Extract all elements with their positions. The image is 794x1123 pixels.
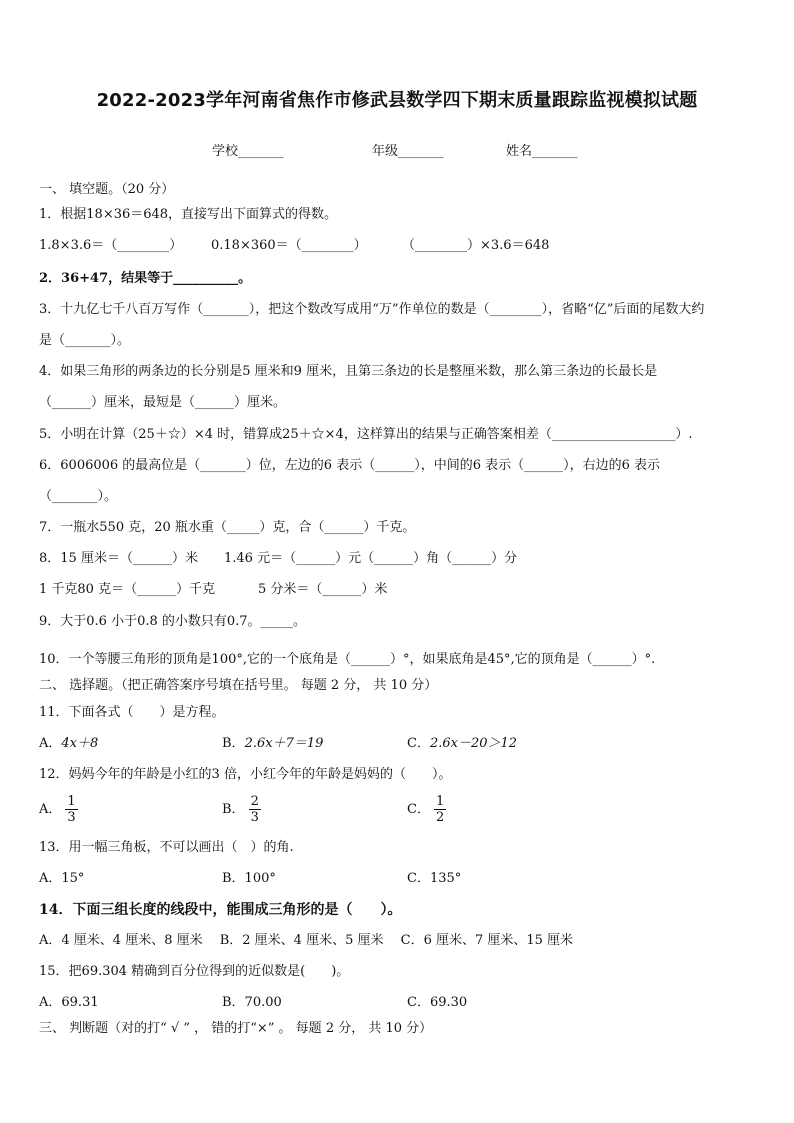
option-11b-expr: 2.6x＋7＝19 bbox=[244, 736, 324, 751]
page-title: 2022-2023学年河南省焦作市修武县数学四下期末质量跟踪监视模拟试题 bbox=[96, 90, 698, 111]
option-15a: A．69.31 bbox=[39, 995, 99, 1010]
question-11: 11．下面各式（ ）是方程。 bbox=[39, 705, 225, 720]
question-7: 7．一瓶水550 克，20 瓶水重（_____）克，合（______）千克。 bbox=[39, 520, 416, 535]
question-1c: （________）×3.6＝648 bbox=[402, 238, 550, 253]
option-11c-label: C． bbox=[407, 736, 430, 751]
question-6-line-1: 6．6006006 的最高位是（_______）位，左边的6 表示（______），中间的6 表示（______），右边的6 表示 bbox=[39, 458, 661, 473]
option-15b: B．70.00 bbox=[222, 995, 282, 1010]
question-8c: 1 千克80 克＝（______）千克 bbox=[39, 582, 216, 597]
question-8a: 8．15 厘米＝（______）米 bbox=[39, 551, 198, 566]
question-4-line-1: 4．如果三角形的两条边的长分别是5 厘米和9 厘米，且第三条边的长是整厘米数，那么第三条边的长最长是 bbox=[39, 364, 658, 379]
fraction-12b bbox=[249, 794, 261, 825]
option-12c-label: C． bbox=[407, 802, 430, 817]
option-12b-label: B． bbox=[222, 802, 245, 817]
section-2-heading: 二、 选择题。（把正确答案序号填在括号里。 每题 2 分， 共 10 分） bbox=[39, 678, 438, 693]
option-11c bbox=[407, 734, 517, 754]
options-14: A．4 厘米、4 厘米、8 厘米 B．2 厘米、4 厘米、5 厘米 C．6 厘米、7 厘米、15 厘米 bbox=[39, 933, 574, 948]
option-15c: C．69.30 bbox=[407, 995, 468, 1010]
question-9: 9．大于0.6 小于0.8 的小数只有0.7。_____。 bbox=[39, 614, 307, 629]
school-field: 学校_______ bbox=[212, 144, 284, 159]
fraction-12c-denominator: 2 bbox=[435, 810, 445, 825]
question-10: 10．一个等腰三角形的顶角是100°,它的一个底角是（______）°，如果底角是45°,它的顶角是（______）°. bbox=[39, 652, 656, 667]
question-13: 13．用一幅三角板，不可以画出（ ）的角. bbox=[39, 840, 294, 855]
section-3-heading: 三、 判断题（对的打“ √ ” ， 错的打“×” 。 每题 2 分， 共 10 分） bbox=[39, 1021, 433, 1036]
name-field: 姓名_______ bbox=[506, 144, 578, 159]
option-12c bbox=[407, 794, 446, 825]
question-12: 12．妈妈今年的年龄是小红的3 倍，小红今年的年龄是妈妈的（ ）。 bbox=[39, 767, 452, 782]
question-15: 15．把69.304 精确到百分位得到的近似数是( )。 bbox=[39, 964, 350, 979]
option-12b bbox=[222, 794, 261, 825]
question-4-line-2: （______）厘米，最短是（______）厘米。 bbox=[39, 395, 287, 410]
option-12a bbox=[39, 794, 78, 825]
option-11a-label: A． bbox=[39, 736, 62, 751]
question-2: 2．36+47，结果等于__________。 bbox=[39, 271, 252, 286]
option-12a-label: A． bbox=[39, 802, 62, 817]
question-14: 14．下面三组长度的线段中，能围成三角形的是（ ）。 bbox=[39, 902, 402, 918]
option-13a: A．15° bbox=[39, 871, 85, 886]
fraction-12b-numerator: 2 bbox=[250, 794, 259, 809]
question-1: 1．根据18×36＝648，直接写出下面算式的得数。 bbox=[39, 207, 338, 222]
fraction-12a-numerator: 1 bbox=[67, 794, 76, 809]
question-8d: 5 分米＝（______）米 bbox=[258, 582, 388, 597]
fraction-12c bbox=[434, 794, 446, 825]
question-1b: 0.18×360＝（________） bbox=[211, 238, 367, 253]
fraction-12b-denominator: 3 bbox=[250, 810, 259, 825]
section-1-heading: 一、 填空题。（20 分） bbox=[39, 182, 175, 197]
option-11c-expr: 2.6x－20＞12 bbox=[429, 736, 518, 751]
option-13c: C．135° bbox=[407, 871, 462, 886]
question-5: 5．小明在计算（25＋☆）×4 时，错算成25＋☆×4，这样算出的结果与正确答案相差（___________________）. bbox=[39, 427, 693, 442]
option-11b bbox=[222, 734, 323, 754]
question-8b: 1.46 元＝（______）元（______）角（______）分 bbox=[224, 551, 518, 566]
option-11a bbox=[39, 734, 98, 754]
fraction-12a bbox=[65, 794, 77, 825]
grade-field: 年级_______ bbox=[372, 144, 444, 159]
option-13b: B．100° bbox=[222, 871, 276, 886]
option-11a-expr: 4x＋8 bbox=[61, 736, 99, 751]
question-3-line-1: 3．十九亿七千八百万写作（_______），把这个数改写成用“万”作单位的数是（________），省略“亿”后面的尾数大约 bbox=[39, 302, 705, 317]
fraction-12c-numerator: 1 bbox=[435, 794, 445, 809]
question-3-line-2: 是（_______）。 bbox=[39, 333, 131, 348]
question-6-line-2: （_______）。 bbox=[39, 489, 118, 504]
fraction-12a-denominator: 3 bbox=[67, 810, 76, 825]
option-11b-label: B． bbox=[222, 736, 245, 751]
question-1a: 1.8×3.6＝（________） bbox=[39, 238, 183, 253]
